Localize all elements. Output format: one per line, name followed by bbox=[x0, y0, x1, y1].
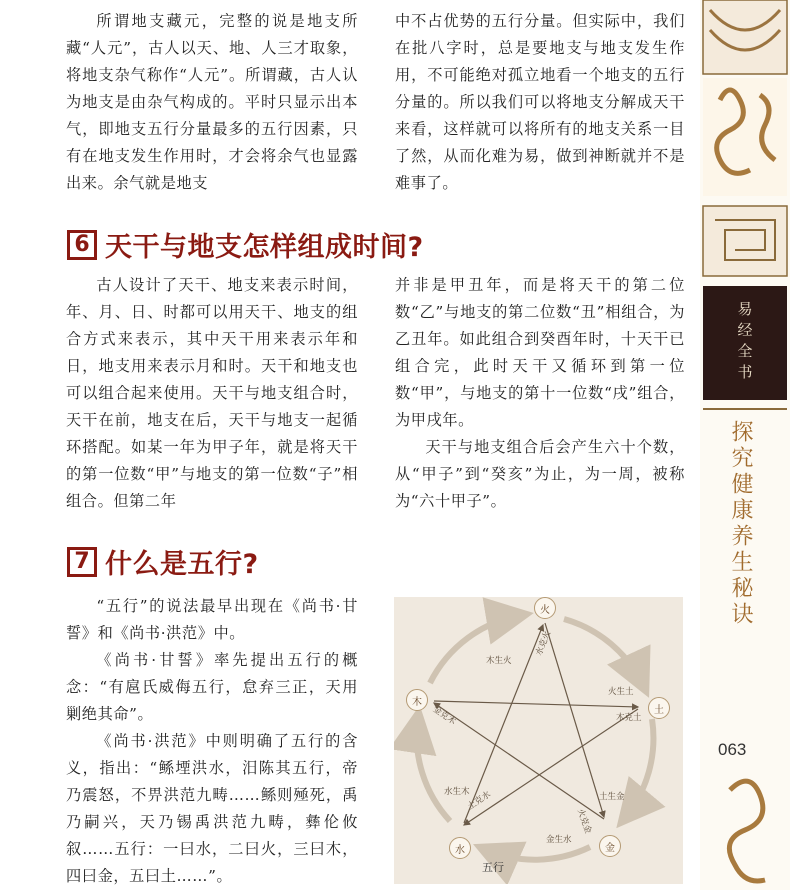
arc-fire-earth bbox=[564, 619, 644, 687]
prev-left-paragraph: 所谓地支藏元，完整的说是地支所藏“人元”，古人以天、地、人三才取象，将地支杂气称作“人元”。所谓藏，古人认为地支是由杂气构成的。平时只显示出本气，即地支五行分量最多的五行因素，只有在地支发生作用时，才会将余气也显露出来。余气就是地支 bbox=[66, 12, 358, 192]
figure-caption: 五行 bbox=[482, 861, 504, 874]
arc-wood-fire bbox=[430, 615, 522, 683]
star-earth-water bbox=[464, 709, 638, 825]
section-7-title: 什么是五行? bbox=[105, 549, 259, 580]
sidebar-subtitle: 探究健康养生秘诀 bbox=[728, 420, 753, 628]
star-wood-earth bbox=[434, 701, 638, 707]
section-7-number: 7 bbox=[67, 547, 97, 577]
sidebar-book-block bbox=[703, 286, 787, 400]
label-water-wood: 水生木 bbox=[444, 787, 470, 797]
sidebar-divider bbox=[703, 408, 787, 410]
sec6-left-column bbox=[66, 272, 358, 515]
section-6-title: 天干与地支怎样组成时间? bbox=[105, 232, 424, 263]
arc-water-wood bbox=[417, 717, 450, 821]
label-wood-earth: 木克土 bbox=[616, 713, 642, 723]
arc-metal-water bbox=[484, 847, 590, 860]
sec7-paragraph-1: “五行”的说法最早出现在《尚书·甘誓》和《尚书·洪范》中。 bbox=[66, 597, 358, 642]
sec6-right-paragraph-1: 并非是甲丑年，而是将天干的第二位数“乙”与地支的第二位数“丑”相组合，为乙丑年。如此组合到癸酉年时，十天干已组合完，此时天干又循环到第一位数“甲”，与地支的第十一位数“戌”组合，为甲戌年。 bbox=[395, 276, 685, 429]
sec7-column bbox=[66, 593, 358, 890]
arc-earth-metal bbox=[624, 719, 653, 819]
label-earth-water: 土克水 bbox=[465, 789, 493, 813]
section-6-number: 6 bbox=[67, 230, 97, 260]
label-metal-water: 金生水 bbox=[546, 835, 572, 845]
sec7-paragraph-3: 《尚书·洪范》中则明确了五行的含义，指出：“鲧堙洪水，汨陈其五行，帝乃震怒，不畀洪范九畴……鲧则殛死，禹乃嗣兴，天乃锡禹洪范九畴，彝伦攸叙……五行：一曰水，二曰火，三曰木，四曰金，五曰土……”。 bbox=[66, 732, 358, 885]
section-6-heading bbox=[67, 225, 424, 264]
label-water-fire: 水克火 bbox=[534, 629, 554, 658]
node-water: 水 bbox=[449, 837, 471, 859]
node-fire: 火 bbox=[534, 597, 556, 619]
label-earth-metal: 土生金 bbox=[599, 792, 625, 802]
label-fire-metal: 火克金 bbox=[574, 807, 593, 836]
five-elements-figure bbox=[394, 597, 683, 884]
sec6-left-paragraph: 古人设计了天干、地支来表示时间，年、月、日、时都可以用天干、地支的组合方式来表示，其中天干用来表示年和日，地支用来表示月和时。天干和地支也可以组合起来使用。天干与地支组合时，天干在前，地支在后，天干与地支一起循环搭配。如某一年为甲子年，就是将天干的第一位数“甲”与地支的第一位数“子”相组合。但第二年 bbox=[66, 276, 358, 510]
star-fire-metal bbox=[545, 623, 604, 817]
page-number: 063 bbox=[718, 740, 747, 759]
prev-left-column bbox=[66, 8, 358, 197]
node-metal: 金 bbox=[599, 835, 621, 857]
label-fire-earth: 火生土 bbox=[608, 687, 634, 697]
star-metal-wood bbox=[434, 703, 604, 819]
sec7-paragraph-2: 《尚书·甘誓》率先提出五行的概念：“有扈氏威侮五行，怠弃三正，天用剿绝其命”。 bbox=[66, 651, 358, 723]
label-wood-fire: 木生火 bbox=[486, 656, 512, 666]
sec6-right-paragraph-2: 天干与地支组合后会产生六十个数，从“甲子”到“癸亥”为止，为一周，被称为“六十甲子”。 bbox=[395, 438, 685, 510]
sidebar-book-title: 易经全书 bbox=[735, 301, 754, 385]
section-7-heading bbox=[67, 542, 259, 581]
sec6-right-column bbox=[395, 272, 685, 515]
prev-right-paragraph: 中不占优势的五行分量。但实际中，我们在批八字时，总是要地支与地支发生作用，不可能绝对孤立地看一个地支的五行分量的。所以我们可以将地支分解成天干来看，这样就可以将所有的地支关系一目了然，从而化难为易，做到神断就并不是难事了。 bbox=[395, 12, 685, 192]
node-earth: 土 bbox=[648, 697, 670, 719]
node-wood: 木 bbox=[406, 689, 428, 711]
label-metal-wood: 金克木 bbox=[430, 704, 458, 728]
prev-right-column bbox=[395, 8, 685, 197]
